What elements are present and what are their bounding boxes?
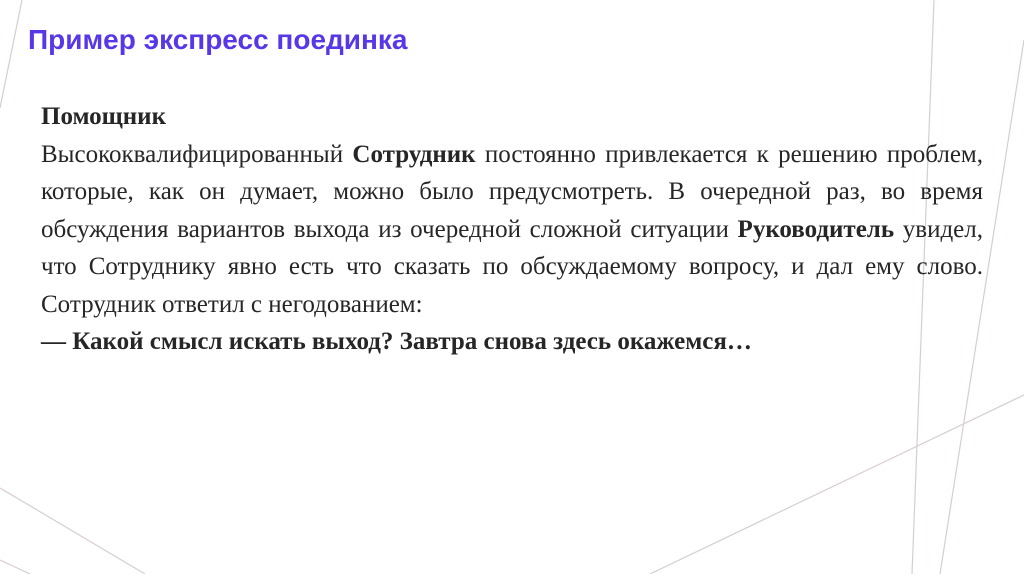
paragraph-text-2: постоянно привлекается к решению проблем, которые, как он думает, можно было предусмотреть. В очередной раз, во время обсуждения вариантов выхода из очередной сложной ситуации	[41, 140, 983, 243]
decor-line-bottom-left	[0, 560, 30, 574]
decor-line-left-lower	[0, 488, 145, 574]
role-heading: Помощник	[41, 103, 166, 130]
bold-employee: Сотрудник	[352, 140, 476, 168]
paragraph-text-1: Высококвалифицированный	[41, 140, 353, 168]
case-paragraph	[41, 136, 983, 324]
quote-line: — Какой смысл искать выход? Завтра снова здесь окажемся…	[41, 328, 752, 355]
slide-body	[41, 98, 983, 361]
decor-line-right-diagonal	[650, 395, 1024, 574]
bold-manager: Руководитель	[737, 215, 895, 243]
slide-title: Пример экспресс поединка	[28, 24, 408, 55]
paragraph-text-3: увидел, что Сотруднику явно есть что сказать по обсуждаемому вопросу, и дал ему слово. Сотрудник ответил с негодованием:	[41, 215, 983, 318]
decor-line-left-upper	[0, 0, 22, 108]
